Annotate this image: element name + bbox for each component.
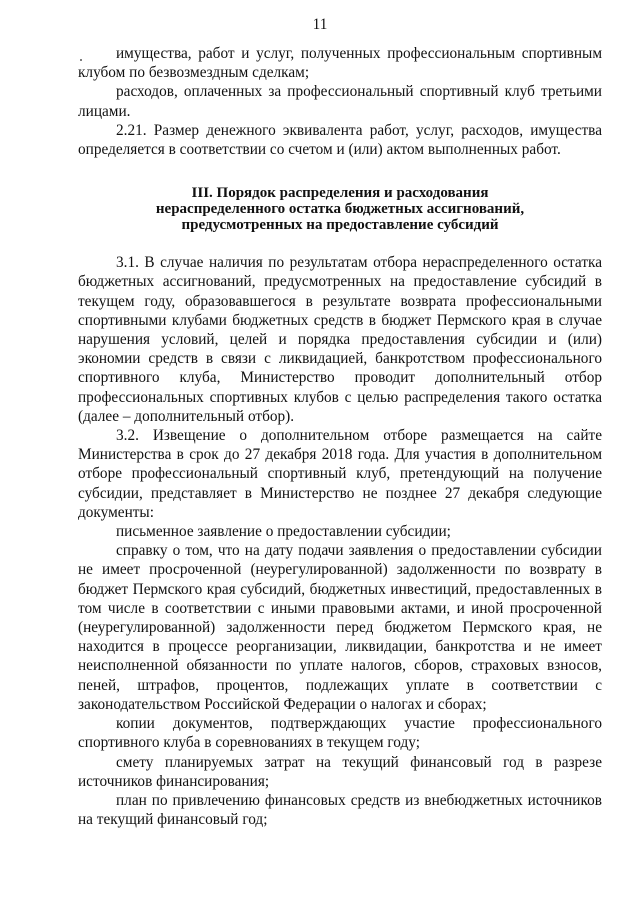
paragraph-property-works-services: имущества, работ и услуг, полученных профессиональным спортивным клубом по безвозмездным сделкам; [78,45,602,82]
document-body [78,44,602,829]
section-heading-line-3: предусмотренных на предоставление субсидий [181,217,499,234]
paragraph-3-2: 3.2. Извещение о дополнительном отборе размещается на сайте Министерства в срок до 27 декабря 2018 года. Для участия в дополнительном отборе профессиональный спортивный клуб, претендующий на получение субсидии, представляет в Министерство не позднее 27 декабря следующие документы: [78,427,602,521]
list-item-application: письменное заявление о предоставлении субсидии; [116,523,451,541]
paragraph-3-1: 3.1. В случае наличия по результатам отбора нераспределенного остатка бюджетных ассигнований, предусмотренных на предоставление субсидий в текущем году, образовавшегося в результате возврата профессиональными спортивными клубами бюджетных средств в бюджет Пермского края в случае нарушения условий, целей и порядка предоставления субсидии и (или) экономии средств в связи с ликвидацией, банкротством профессионального спортивного клуба, Министерство проводит дополнительный отбор профессиональных спортивных клубов с целью распределения такого остатка (далее – дополнительный отбор). [78,254,602,425]
paragraph-2-21: 2.21. Размер денежного эквивалента работ, услуг, расходов, имущества определяется в соответствии со счетом и (или) актом выполненных работ. [78,121,602,159]
paragraph-expenses-third-parties: расходов, оплаченных за профессиональный спортивный клуб третьими лицами. [78,83,602,120]
section-heading-line-2: нераспределенного остатка бюджетных ассигнований, [155,201,525,218]
list-item-funding-plan: план по привлечению финансовых средств из внебюджетных источников на текущий финансовый год; [78,791,602,829]
list-item-competition-documents: копии документов, подтверждающих участие профессионального спортивного клуба в соревнованиях в текущем году; [78,715,602,752]
list-item-cost-estimate: смету планируемых затрат на текущий финансовый год в разрезе источников финансирования; [78,753,602,790]
list-item-certificate: справку о том, что на дату подачи заявления о предоставлении субсидии не имеет просроченной (неурегулированной) задолженности по возврату в бюджет Пермского края субсидий, бюджетных инвестиций, предоставленных в том числе в соответствии с иными правовыми актами, и иной просроченной (неурегулированной) задолженности перед бюджетом Пермского края, не находится в процессе реорганизации, ликвидации, банкротства и не имеет неисполненной обязанности по уплате налогов, сборов, страховых взносов, пеней, штрафов, процентов, подлежащих уплате в соответствии с законодательством Российской Федерации о налогах и сборах; [78,542,602,713]
section-heading-line-1: III. Порядок распределения и расходования [191,185,489,202]
page-number: 11 [312,16,328,33]
section-heading [78,185,602,233]
